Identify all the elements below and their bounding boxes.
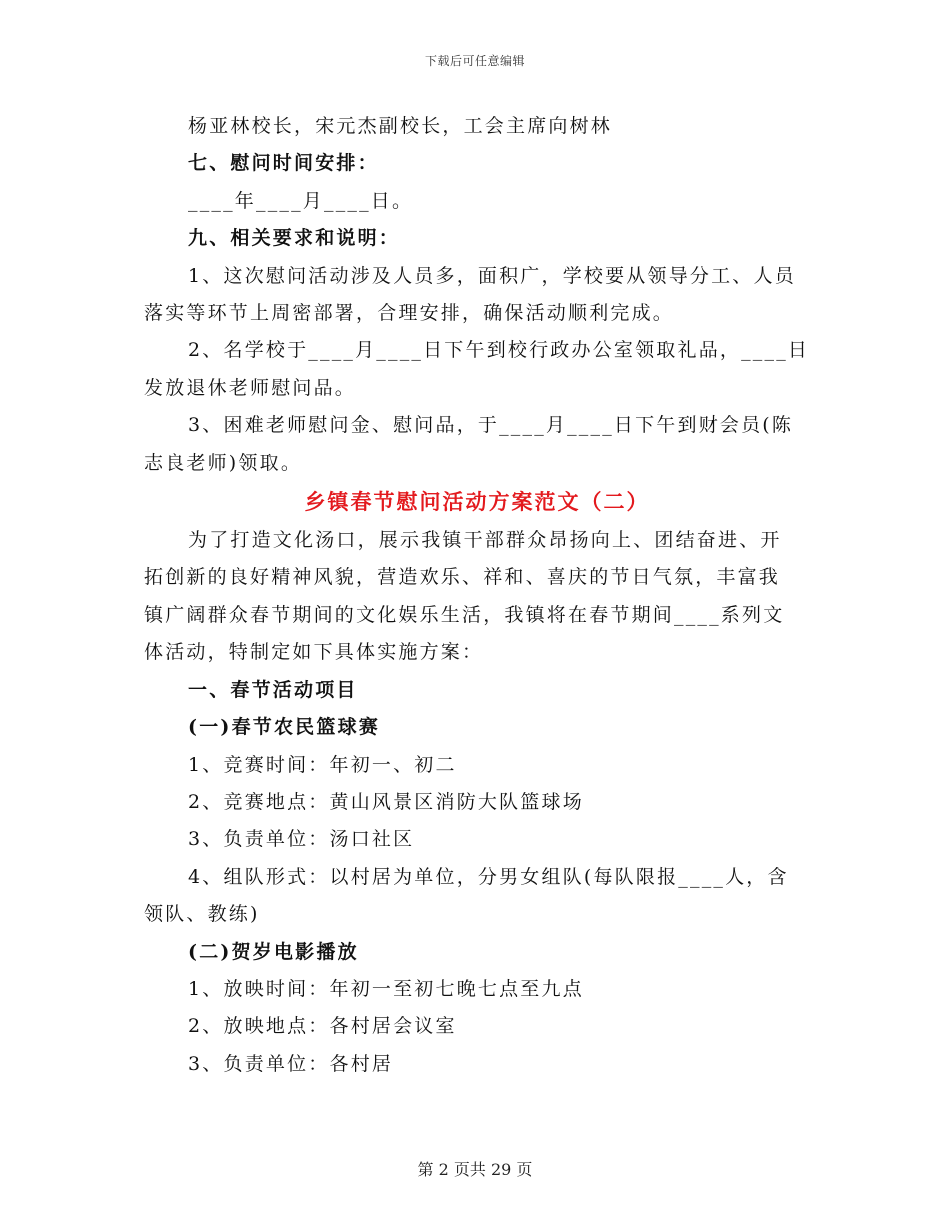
list-item: 2、放映地点：各村居会议室: [188, 1015, 457, 1038]
paragraph-line: 2、名学校于____月____日下午到校行政办公室领取礼品，____日: [188, 339, 810, 362]
list-item: 2、竞赛地点：黄山风景区消防大队篮球场: [188, 790, 584, 813]
header-note: 下载后可任意编辑: [424, 54, 525, 68]
paragraph-line: 1、这次慰问活动涉及人员多，面积广，学校要从领导分工、人员: [188, 264, 796, 287]
list-item: 1、竞赛时间：年初一、初二: [188, 753, 457, 776]
paragraph-line: 落实等环节上周密部署，合理安排，确保活动顺利完成。: [144, 302, 675, 325]
document-body: [144, 108, 810, 1083]
paragraph-line: 3、困难老师慰问金、慰问品，于____月____日下午到财会员(陈: [188, 414, 794, 437]
list-item: 3、负责单位：各村居: [188, 1052, 394, 1075]
page-number: 第 2 页共 29 页: [417, 1160, 533, 1179]
subsection-heading: (一)春节农民篮球赛: [188, 716, 380, 739]
paragraph-line: 镇广阔群众春节期间的文化娱乐生活，我镇将在春节期间____系列文: [144, 603, 785, 626]
section-heading: 一、春节活动项目: [188, 678, 358, 701]
paragraph-line: 杨亚林校长，宋元杰副校长，工会主席向树林: [188, 115, 613, 137]
paragraph-line: 为了打造文化汤口，展示我镇干部群众昂扬向上、团结奋进、开: [188, 529, 782, 552]
list-item: 4、组队形式：以村居为单位，分男女组队(每队限报____人，含: [188, 865, 789, 888]
section-heading: 九、相关要求和说明：: [188, 227, 401, 250]
paragraph-line: 志良老师)领取。: [144, 451, 303, 474]
document-title: 乡镇春节慰问活动方案范文（二）: [304, 489, 650, 515]
paragraph-line: ____年____月____日。: [188, 189, 414, 212]
list-item: 3、负责单位：汤口社区: [188, 828, 415, 851]
paragraph-line: 体活动，特制定如下具体实施方案：: [144, 641, 484, 664]
list-item: 1、放映时间：年初一至初七晚七点至九点: [188, 977, 584, 1000]
paragraph-line: 发放退休老师慰问品。: [144, 376, 357, 399]
list-item: 领队、教练): [144, 903, 260, 926]
paragraph-line: 拓创新的良好精神风貌，营造欢乐、祥和、喜庆的节日气氛，丰富我: [144, 566, 781, 589]
subsection-heading: (二)贺岁电影播放: [188, 940, 359, 963]
section-heading: 七、慰问时间安排：: [188, 152, 379, 175]
